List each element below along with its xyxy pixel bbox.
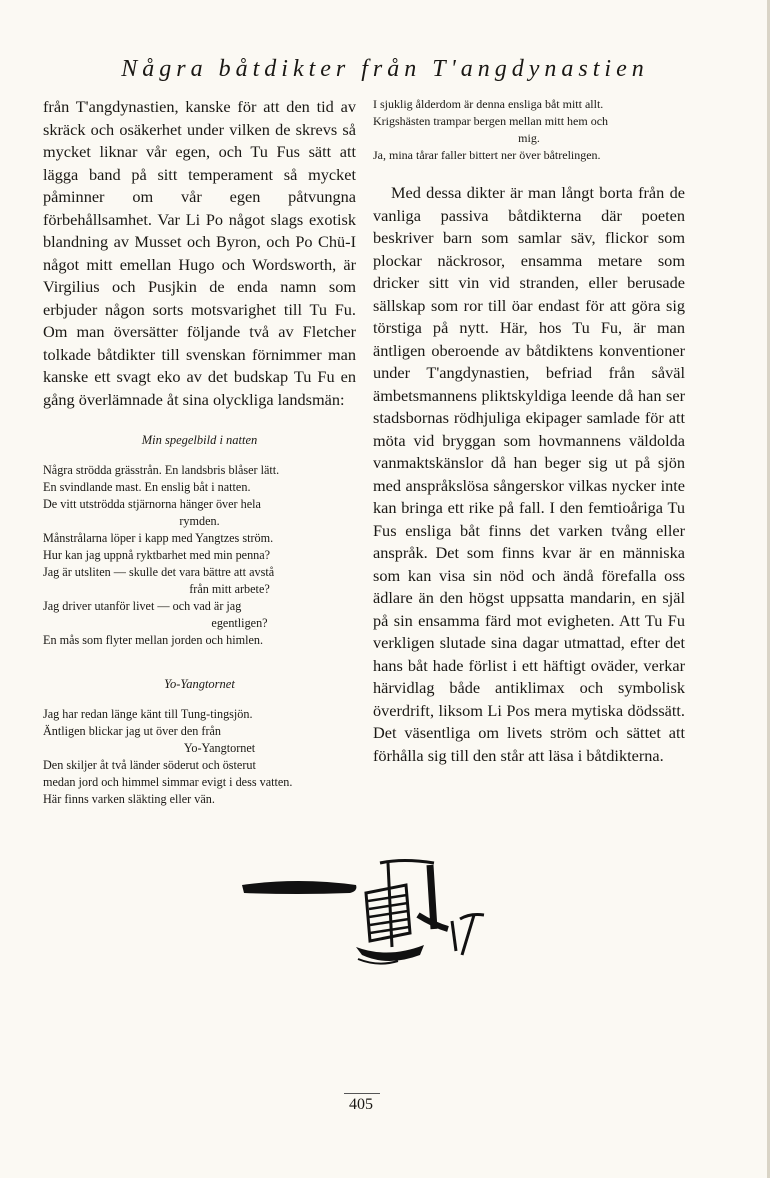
left-column <box>43 96 356 808</box>
poem-line: I sjuklig ålderdom är denna ensliga båt mitt allt. <box>373 97 604 111</box>
poem-line: egentligen? <box>211 616 268 630</box>
poem-line: Ja, mina tårar faller bittert ner över båtrelingen. <box>373 148 601 162</box>
poem-min-spegelbild <box>43 462 356 649</box>
poem-title-yo-yangtornet: Yo-Yangtornet <box>164 677 235 691</box>
ink-junk-boat-icon <box>238 855 488 975</box>
page-number: 405 <box>349 1096 373 1113</box>
poem-line: Några strödda grässtrån. En landsbris blåser lätt. <box>43 463 280 477</box>
right-paragraph: Med dessa dikter är man långt borta från de vanliga passiva båtdikterna där poeten beskriver barn som samlar säv, flickor som plockar näckrosor, ensamma metare som dricker sitt vin vid stranden, eller berusade sällskap som ror till öar endast för att göra sig törstiga på nytt. Här, hos Tu Fu, är man äntligen oberoende av båtdiktens konventioner under T'angdynastien, befriad från såväl ämbetsmannens pliktskyldiga leende då han ser stadsbornas rödhjuliga ekipager samlade för att möta vid bryggan som hovmannens väldolda vanmaktskänslor då han beger sig ut på sjön med anspråkslösa sångerskor vilkas nycker inte kan bringa ett rike på fall. I den femtioåriga Tu Fus ensliga båt finns det varken tvång eller anspråk. Det som finns kvar är en människa som kan visa sin nöd och ändå förefalla oss ädlare än den högst uppsatta mandarin, en själ på sin ensamma färd mot evigheten. Att Tu Fu verkligen slutade sina dagar utmattad, efter det hans båt hade förlist i ett häftigt oväder, verkar härvidlag både antiklimax och symbolisk överdrift, liksom Li Pos mera mytiska dödssätt. Det väsentliga om livets ström och sättet att förhålla sig till den står att läsa i båtdikterna. <box>373 183 685 765</box>
poem-line: Här finns varken släkting eller vän. <box>43 792 215 806</box>
poem-line: medan jord och himmel simmar evigt i dess vatten. <box>43 775 293 789</box>
right-column <box>373 96 685 767</box>
poem-line: En svindlande mast. En enslig båt i natten. <box>43 480 251 494</box>
poem-line: från mitt arbete? <box>189 582 270 596</box>
poem-line: Krigshästen trampar bergen mellan mitt hem och <box>373 114 609 128</box>
running-title: Några båtdikter från T'angdynastien <box>121 56 649 82</box>
poem-line: mig. <box>518 131 540 145</box>
poem-line: Jag har redan länge känt till Tung-tingsjön. <box>43 707 253 721</box>
poem-yo-yangtornet <box>43 706 356 808</box>
poem-line: Månstrålarna löper i kapp med Yangtzes ström. <box>43 531 274 545</box>
poem-line: Den skiljer åt två länder söderut och österut <box>43 758 256 772</box>
poem-line: rymden. <box>179 514 220 528</box>
page-number-rule <box>344 1093 380 1094</box>
poem-line: De vitt utströdda stjärnorna hänger över hela <box>43 497 261 511</box>
poem-line: En mås som flyter mellan jorden och himlen. <box>43 633 263 647</box>
poem-line: Jag driver utanför livet — och vad är jag <box>43 599 242 613</box>
poem-line: Yo-Yangtornet <box>183 741 256 755</box>
poem-continuation <box>373 96 685 164</box>
poem-title-min-spegelbild: Min spegelbild i natten <box>141 433 258 447</box>
poem-line: Hur kan jag uppnå ryktbarhet med min penna? <box>43 548 271 562</box>
poem-line: Äntligen blickar jag ut över den från <box>43 724 222 738</box>
left-paragraph: från T'angdynastien, kanske för att den tid av skräck och osäkerhet under vilken de skrevs så mycket liknar vår egen, och Tu Fus sätt att lägga band på sitt temperament så mycket påminner om vår egen påtvungna förbehållsamhet. Var Li Po något slags exotisk blandning av Musset och Byron, och Po Chü-I något mitt emellan Hugo och Wordsworth, är Virgilius och Pusjkin de enda namn som erbjuder någon sorts motsvarighet till Tu Fu. Om man översätter följande två av Fletcher tolkade båtdikter till svenskan förnimmer man kanske ett svagt eko av det budskap Tu Fu en gång överlämnade åt sina olyckliga landsmän: <box>43 97 356 409</box>
poem-line: Jag är utsliten — skulle det vara bättre att avstå <box>43 565 275 579</box>
